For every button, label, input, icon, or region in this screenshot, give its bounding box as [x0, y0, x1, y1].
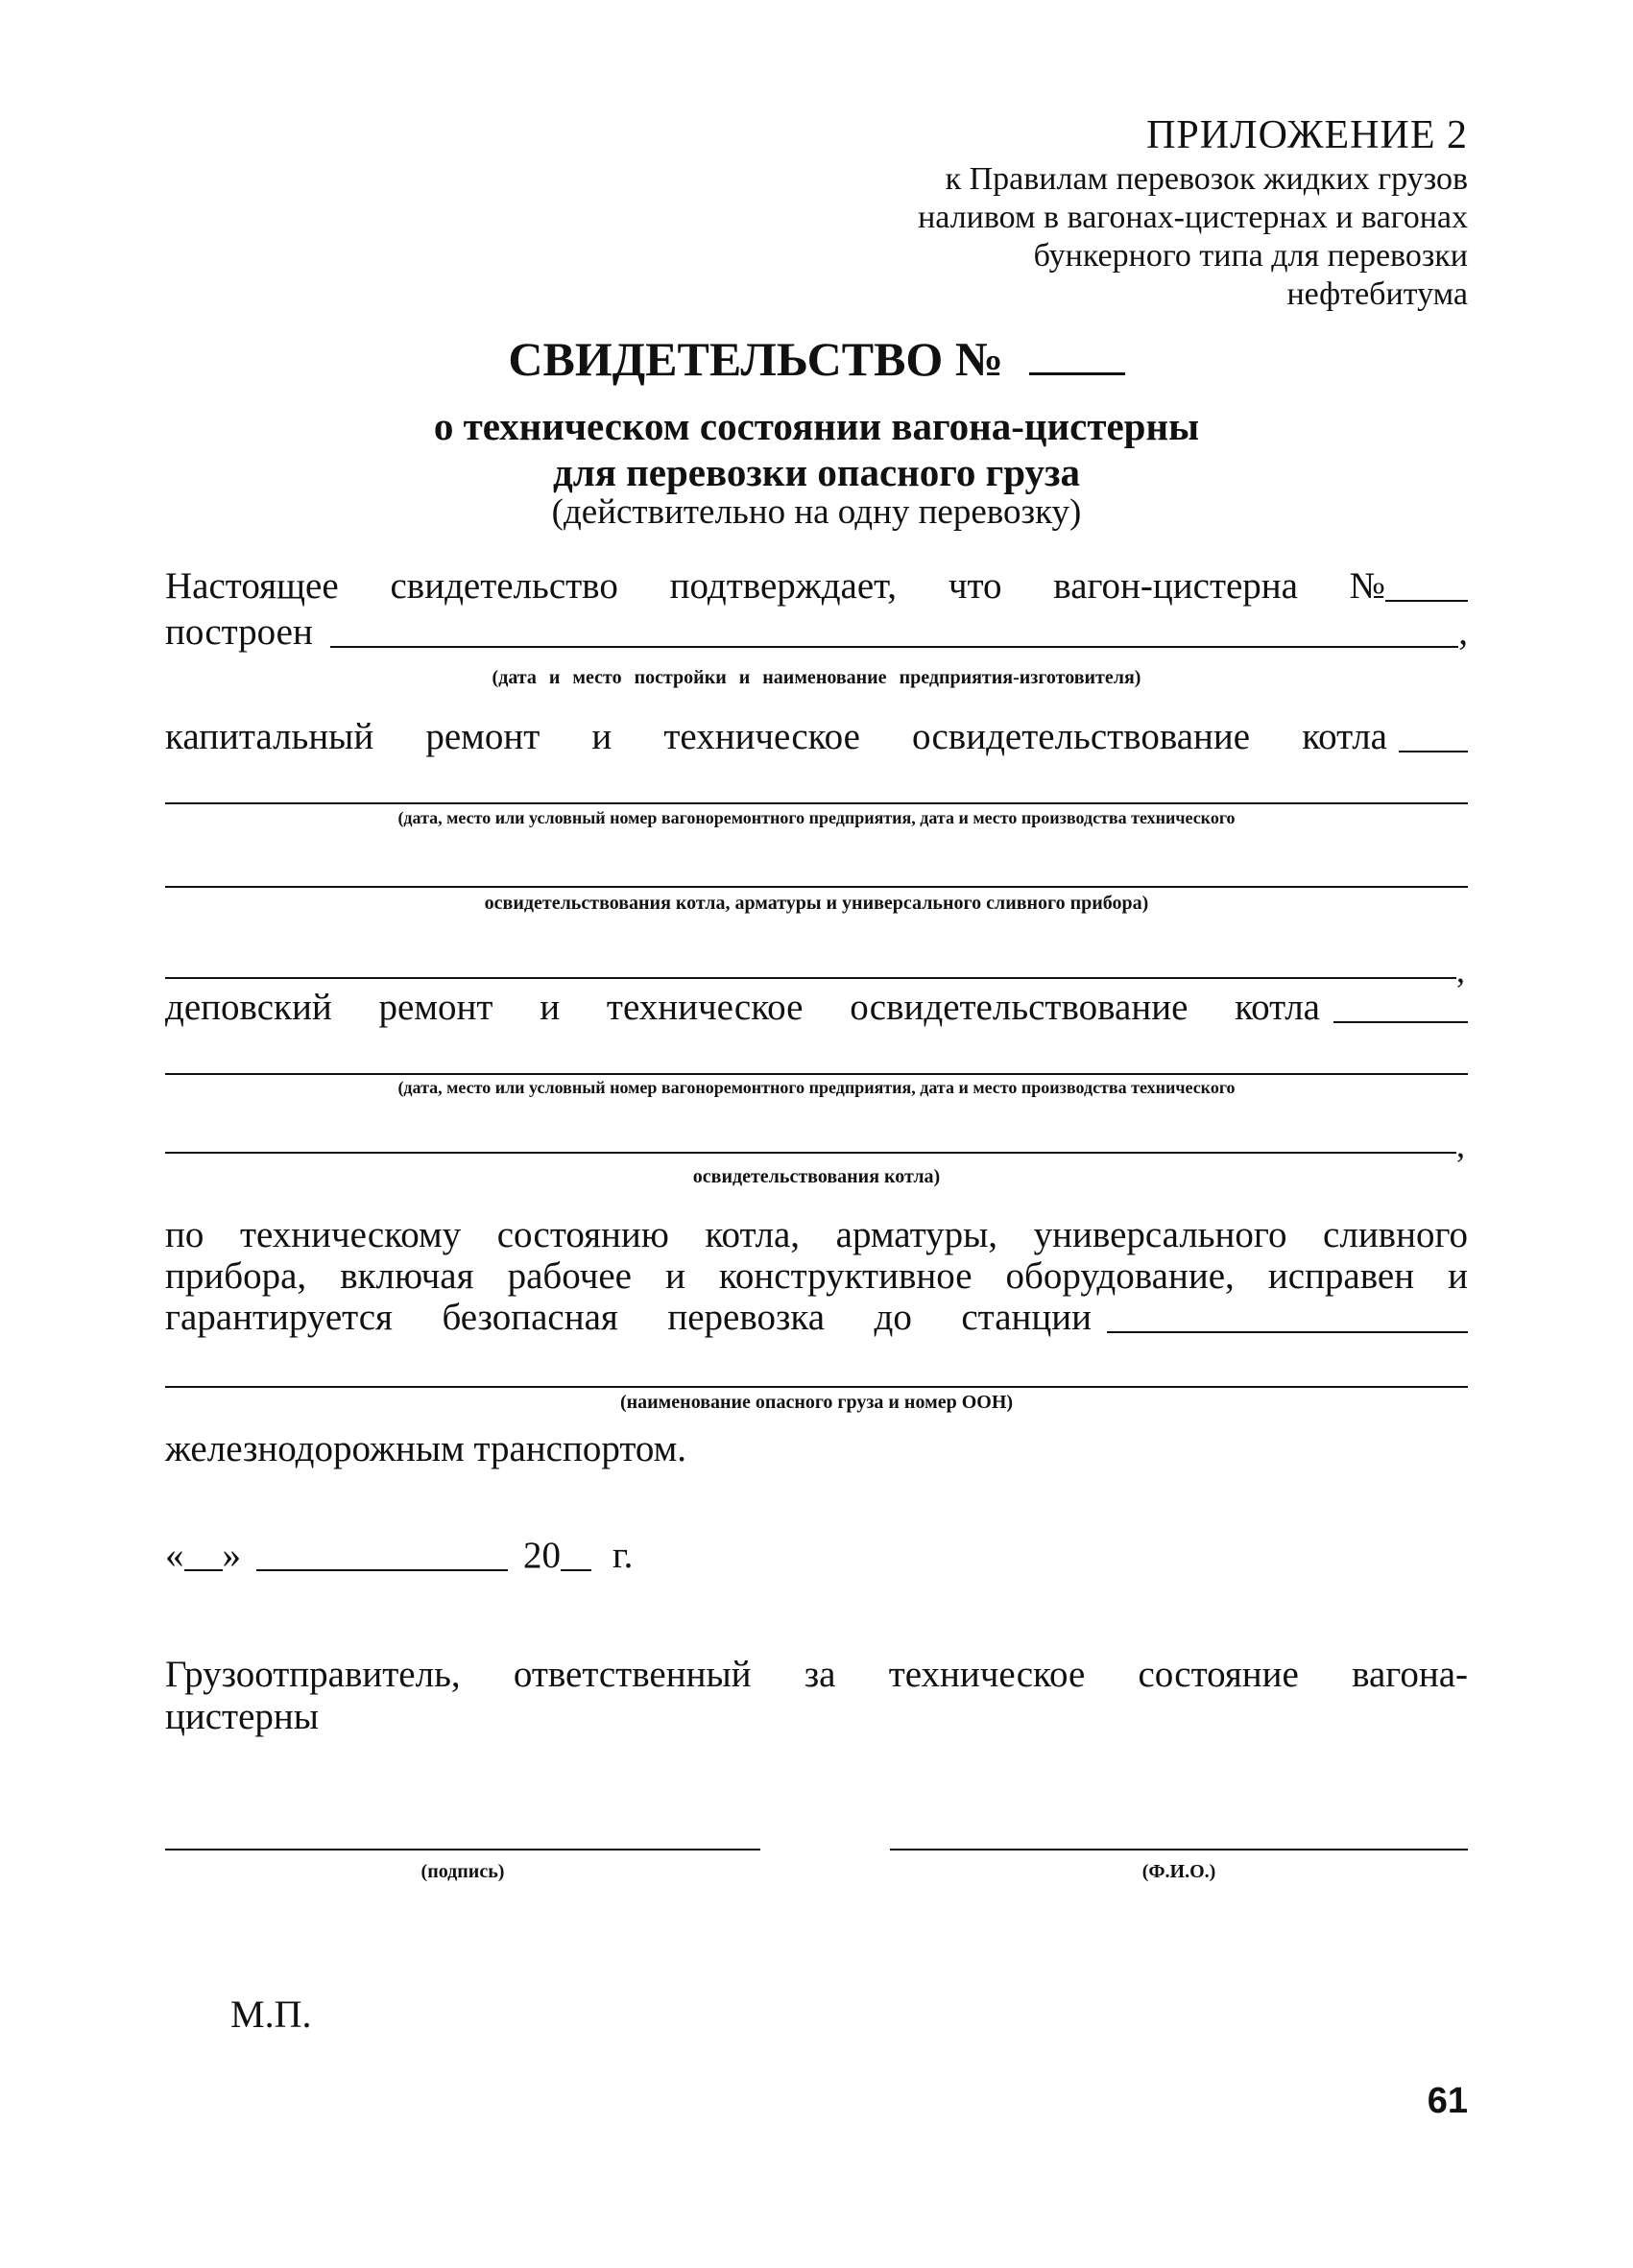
- capital-repair-fill-line[interactable]: [165, 977, 1456, 979]
- capital-repair-label: капитальный ремонт и техническое освидетельствование котла: [165, 716, 1387, 757]
- date-month-blank[interactable]: [256, 1540, 508, 1571]
- date-year-suffix: г.: [612, 1535, 634, 1576]
- depot-repair-fill-line[interactable]: [165, 1152, 1456, 1154]
- comma: ,: [1456, 951, 1465, 990]
- date-close-quote: »: [222, 1535, 241, 1576]
- certificate-number-blank[interactable]: [1029, 336, 1125, 375]
- capital-repair-fill-line[interactable]: [165, 886, 1468, 888]
- page-number: 61: [1427, 2081, 1468, 2121]
- depot-repair-row: [165, 986, 1468, 1029]
- built-caption: (дата и место постройки и наименование предприятия-изготовителя): [492, 667, 1141, 688]
- certificate-title-text: СВИДЕТЕЛЬСТВО №: [508, 332, 1004, 386]
- built-row: [165, 610, 1468, 654]
- depot-repair-caption: освидетельствования котла): [692, 1166, 941, 1187]
- appendix-line: к Правилам перевозок жидких грузов: [945, 161, 1468, 197]
- responsible-line: Грузоотправитель, ответственный за техническое состояние вагона-: [165, 1654, 1468, 1695]
- certificate-confirms-row: [165, 564, 1468, 608]
- appendix-title: ПРИЛОЖЕНИЕ 2: [1146, 113, 1468, 157]
- responsible-line: цистерны: [165, 1696, 319, 1737]
- condition-station-row: [165, 1296, 1468, 1339]
- depot-repair-blank[interactable]: [1333, 989, 1468, 1023]
- capital-repair-row: [165, 715, 1468, 758]
- capital-repair-caption: (дата, место или условный номер вагоноремонтного предприятия, дата и место производства технического: [397, 808, 1236, 827]
- station-blank[interactable]: [1107, 1299, 1468, 1333]
- depot-repair-label: деповский ремонт и техническое освидетельствование котла: [165, 987, 1320, 1028]
- condition-line: гарантируется безопасная перевозка до станции: [165, 1297, 1092, 1338]
- capital-repair-blank[interactable]: [1399, 718, 1468, 752]
- condition-line: прибора, включая рабочее и конструктивное оборудование, исправен и: [165, 1255, 1468, 1297]
- certificate-confirms-text: Настоящее свидетельство подтверждает, что вагон-цистерна №: [165, 565, 1385, 607]
- appendix-line: наливом в вагонах-цистернах и вагонах: [918, 200, 1468, 235]
- comma: ,: [1458, 611, 1468, 653]
- date-year-prefix: 20: [523, 1535, 561, 1576]
- built-label: построен: [165, 611, 313, 653]
- stamp-place: М.П.: [230, 1993, 312, 2036]
- comma: ,: [1456, 1126, 1465, 1164]
- validity-note: (действительно на одну перевозку): [551, 492, 1082, 532]
- certificate-title: [0, 331, 1633, 387]
- built-blank[interactable]: [330, 613, 1458, 648]
- depot-repair-caption: (дата, место или условный номер вагоноремонтного предприятия, дата и место производства технического: [397, 1078, 1236, 1097]
- date-day-blank[interactable]: [184, 1540, 223, 1571]
- capital-repair-fill-line[interactable]: [165, 802, 1468, 804]
- cargo-fill-line[interactable]: [165, 1386, 1468, 1388]
- date-year-blank[interactable]: [561, 1540, 591, 1571]
- certificate-subtitle: для перевозки опасного груза: [553, 450, 1080, 494]
- transport-text: железнодорожным транспортом.: [165, 1428, 687, 1469]
- condition-line: по техническому состоянию котла, арматуры, универсального сливного: [165, 1214, 1468, 1255]
- capital-repair-caption: освидетельствования котла, арматуры и универсального сливного прибора): [484, 893, 1149, 914]
- wagon-number-blank[interactable]: [1385, 567, 1468, 602]
- appendix-line: бункерного типа для перевозки: [1033, 238, 1468, 274]
- cargo-caption: (наименование опасного груза и номер ООН): [619, 1392, 1014, 1413]
- date-row: [165, 1534, 633, 1577]
- appendix-line: нефтебитума: [1286, 276, 1468, 312]
- full-name-line[interactable]: [890, 1849, 1468, 1850]
- certificate-subtitle: о техническом состоянии вагона-цистерны: [433, 404, 1200, 448]
- full-name-caption: (Ф.И.О.): [1141, 1861, 1216, 1882]
- depot-repair-fill-line[interactable]: [165, 1073, 1468, 1075]
- signature-line[interactable]: [165, 1849, 760, 1850]
- signature-caption: (подпись): [420, 1861, 505, 1882]
- date-open-quote: «: [165, 1535, 184, 1576]
